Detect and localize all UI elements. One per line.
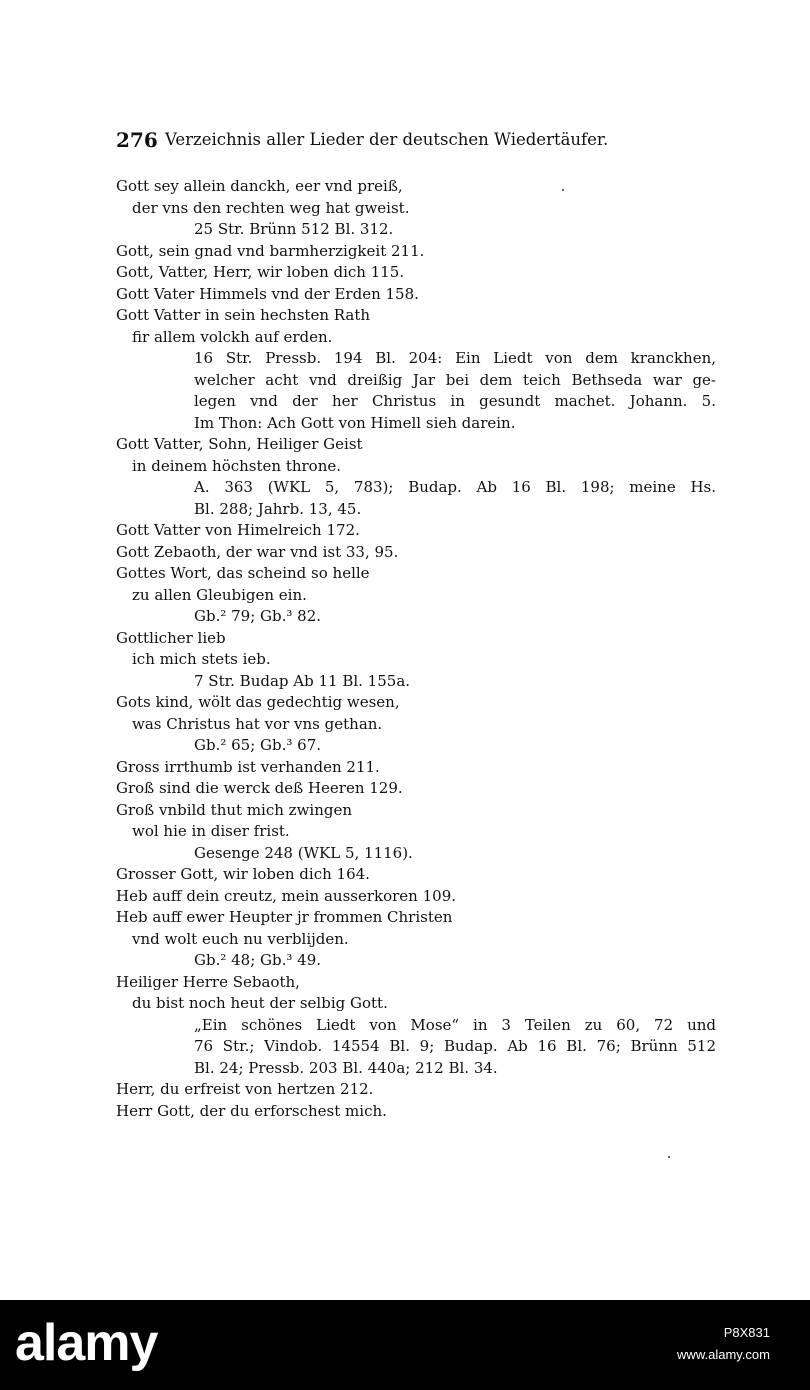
index-entry-line: Gott Vatter in sein hechsten Rath	[116, 306, 371, 324]
index-continuation-line: vnd wolt euch nu verblijden.	[132, 929, 349, 948]
index-entry-line: Gott sey allein danckh, eer vnd preiß,	[116, 177, 403, 195]
index-entry-line: Gott, Vatter, Herr, wir loben dich 115.	[116, 263, 405, 281]
scan-speck	[562, 189, 564, 191]
index-continuation-line: zu allen Gleubigen ein.	[132, 585, 307, 604]
index-entry-line: Groß vnbild thut mich zwingen	[116, 800, 353, 819]
alamy-logo	[15, 1314, 255, 1374]
index-entry-line: Gross irrthumb ist verhanden 211.	[116, 757, 380, 776]
running-title: Verzeichnis aller Lieder der deutschen Wiedertäufer.	[165, 130, 609, 149]
song-index-list	[116, 176, 716, 1122]
index-reference-line: Gb.² 65; Gb.³ 67.	[194, 736, 322, 754]
index-continuation-line: der vns den rechten weg hat gweist.	[132, 198, 410, 217]
index-reference-line: „Ein schönes Liedt von Mose“ in 3 Teilen zu 60, 72 und	[194, 1015, 716, 1034]
index-entry-line: Herr Gott, der du erforschest mich.	[116, 1101, 387, 1120]
index-reference-line: A. 363 (WKL 5, 783); Budap. Ab 16 Bl. 198; meine Hs.	[194, 478, 716, 496]
index-reference-line: welcher acht vnd dreißig Jar bei dem teich Bethseda war ge-	[194, 370, 716, 389]
index-entry-line: Herr, du erfreist von hertzen 212.	[116, 1080, 374, 1098]
index-reference-line: Gesenge 248 (WKL 5, 1116).	[194, 843, 413, 862]
index-entry-line: Grosser Gott, wir loben dich 164.	[116, 865, 370, 883]
image-reference	[677, 1322, 770, 1366]
index-entry-line: Gottlicher lieb	[116, 628, 226, 647]
index-entry-line: Heb auff ewer Heupter jr frommen Christen	[116, 908, 453, 926]
index-continuation-line: was Christus hat vor vns gethan.	[132, 714, 383, 733]
index-entry-line: Heiliger Herre Sebaoth,	[116, 972, 300, 991]
site-url: www.alamy.com	[677, 1347, 770, 1362]
index-entry-line: Gottes Wort, das scheind so helle	[116, 564, 370, 582]
index-reference-line: Gb.² 79; Gb.³ 82.	[194, 607, 322, 625]
index-reference-line: 25 Str. Brünn 512 Bl. 312.	[194, 220, 394, 238]
scan-speck	[668, 1156, 670, 1158]
index-continuation-line: fir allem volckh auf erden.	[132, 327, 333, 346]
index-reference-line: Bl. 24; Pressb. 203 Bl. 440a; 212 Bl. 34.	[194, 1058, 498, 1077]
page-header	[116, 128, 716, 158]
index-continuation-line: in deinem höchsten throne.	[132, 456, 342, 475]
index-entry-line: Groß sind die werck deß Heeren 129.	[116, 779, 403, 797]
svg-text:alamy: alamy	[15, 1314, 158, 1372]
index-reference-line: 76 Str.; Vindob. 14554 Bl. 9; Budap. Ab 16 Bl. 76; Brünn 512	[194, 1037, 716, 1055]
index-entry-line: Gott Vatter, Sohn, Heiliger Geist	[116, 435, 363, 453]
index-entry-line: Gott Zebaoth, der war vnd ist 33, 95.	[116, 542, 399, 561]
index-continuation-line: ich mich stets ieb.	[132, 650, 271, 668]
index-continuation-line: wol hie in diser frist.	[132, 822, 290, 840]
index-entry-line: Gots kind, wölt das gedechtig wesen,	[116, 693, 400, 711]
index-reference-line: legen vnd der her Christus in gesundt machet. Johann. 5.	[194, 392, 716, 410]
image-id: P8X831	[723, 1325, 770, 1340]
index-reference-line: 16 Str. Pressb. 194 Bl. 204: Ein Liedt von dem kranckhen,	[194, 349, 716, 367]
index-reference-line: 7 Str. Budap Ab 11 Bl. 155a.	[194, 671, 411, 690]
index-entry-line: Gott Vater Himmels vnd der Erden 158.	[116, 284, 419, 303]
index-entry-line: Gott, sein gnad vnd barmherzigkeit 211.	[116, 241, 425, 260]
index-entry-line: Gott Vatter von Himelreich 172.	[116, 521, 360, 539]
index-entry-line: Heb auff dein creutz, mein ausserkoren 109.	[116, 886, 457, 905]
page-number: 276	[116, 128, 158, 152]
index-reference-line: Im Thon: Ach Gott von Himell sieh darein.	[194, 413, 516, 432]
index-reference-line: Bl. 288; Jahrb. 13, 45.	[194, 499, 362, 518]
index-continuation-line: du bist noch heut der selbig Gott.	[132, 994, 388, 1012]
watermark-banner	[0, 1300, 810, 1390]
index-reference-line: Gb.² 48; Gb.³ 49.	[194, 951, 322, 969]
